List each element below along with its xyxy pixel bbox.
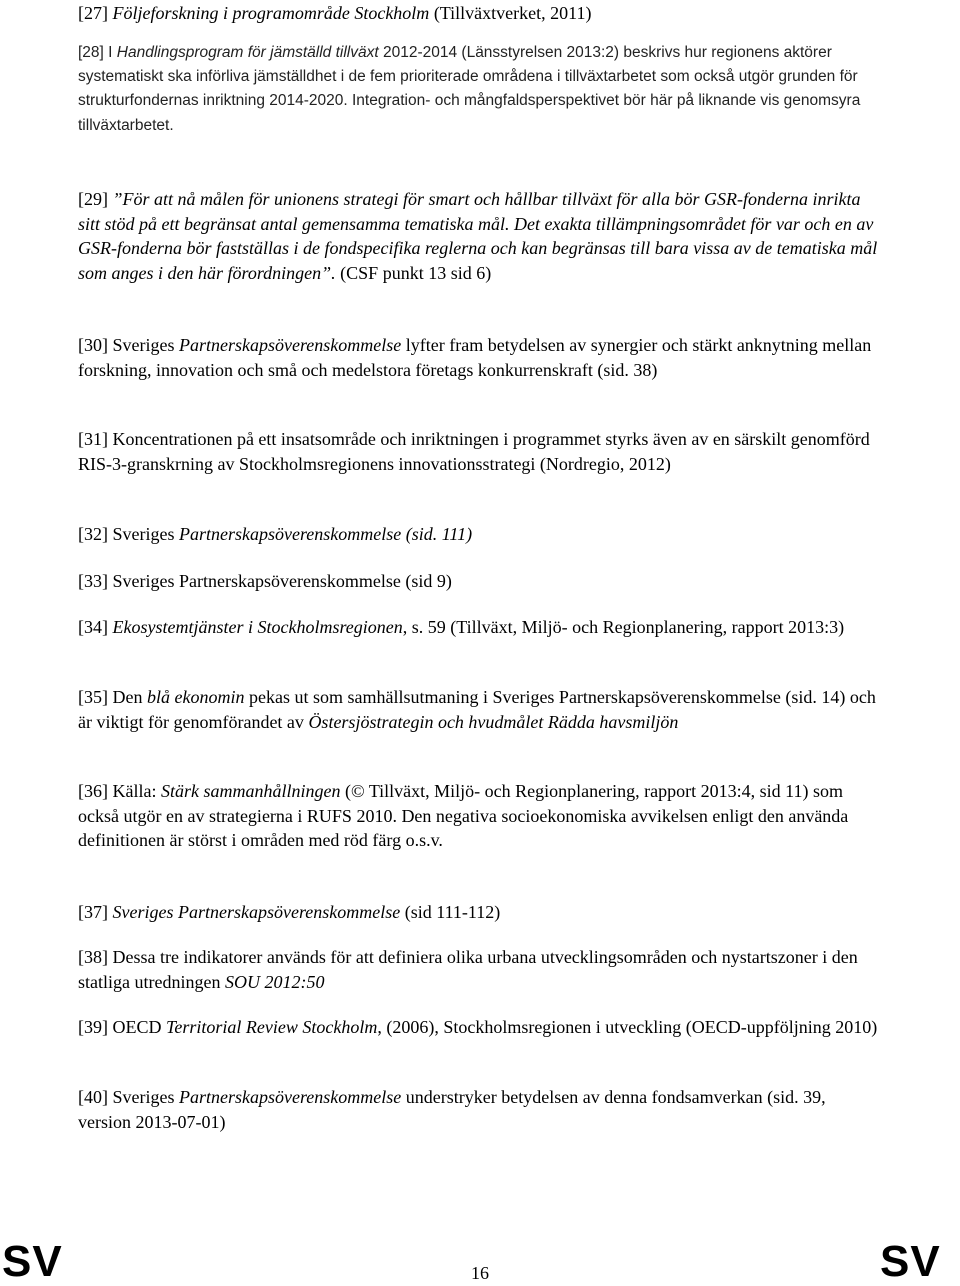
reference-text-run: (© Tillväxt, Miljö- och Regionplanering, rapport 2013:4, sid 11) som också utgör en av strategierna i RUFS 2010. Den negativa socioekonomiska avvikelsen enligt den använda definitionen är störst i områden med röd färg o.s.v.: [78, 781, 849, 850]
reference-text-run: [33] Sveriges Partnerskapsöverenskommelse (sid 9): [78, 571, 452, 591]
reference-text-run: [31] Koncentrationen på ett insatsområde och inriktningen i programmet styrks även av en särskilt genomförd RIS-3-granskrning av Stockholmsregionens innovationsstrategi (Nordregio, 2012): [78, 429, 870, 474]
reference-39: [78, 1015, 878, 1040]
reference-text-run: , (2006), Stockholmsregionen i utveckling (OECD-uppföljning 2010): [377, 1017, 878, 1037]
language-marker-left: SV: [2, 1237, 63, 1286]
reference-text-run: [34]: [78, 617, 113, 637]
reference-text-run: [29]: [78, 189, 113, 209]
reference-text-run: [32] Sveriges: [78, 524, 179, 544]
reference-text-run: [38] Dessa tre indikatorer används för att definiera olika urbana utvecklingsområden och nystartszoner i den statliga utredningen: [78, 947, 858, 992]
reference-text-run: Stärk sammanhållningen: [160, 781, 341, 801]
reference-text-run: [40] Sveriges: [78, 1087, 179, 1107]
reference-40: [78, 1085, 878, 1134]
reference-text-run: [28] I: [78, 44, 117, 61]
reference-text-run: lyfter fram betydelsen av synergier och stärkt anknytning mellan forskning, innovation och små och medelstora företags konkurrenskraft (sid. 38): [78, 335, 872, 380]
reference-text-run: Partnerskapsöverenskommelse: [178, 335, 402, 355]
reference-29: [78, 187, 878, 285]
reference-text-run: pekas ut som samhällsutmaning i Sveriges Partnerskapsöverenskommelse (sid. 14) och är viktigt för genomförandet av: [78, 687, 876, 732]
page-number: 16: [471, 1263, 489, 1283]
reference-35: [78, 685, 878, 734]
reference-text-run: (CSF punkt 13 sid 6): [335, 262, 492, 283]
reference-text-run: 2012-2014 (Länsstyrelsen 2013:2) beskrivs hur regionens aktörer systematiskt ska införliva jämställdhet i de fem prioriterade områdena i tillväxtarbetet som också utgör grunden för strukturfondernas inriktning 2014-2020. Integration- och mångfaldsperspektivet bör här på liknande vis genomsyra tillväxtarbetet.: [78, 44, 861, 134]
reference-31: [78, 427, 878, 476]
reference-text-run: [27]: [78, 3, 113, 23]
language-marker-right: SV: [880, 1237, 941, 1286]
reference-30: [78, 333, 878, 382]
reference-38: [78, 945, 878, 994]
reference-text-run: Partnerskapsöverenskommelse: [178, 1087, 402, 1107]
reference-32: [78, 522, 878, 547]
reference-33: [78, 569, 878, 594]
reference-34: [78, 615, 878, 640]
reference-27: [78, 1, 878, 26]
reference-text-run: blå ekonomin: [146, 687, 245, 707]
reference-text-run: Följeforskning i programområde Stockholm: [112, 3, 430, 23]
reference-text-run: (sid 111-112): [400, 902, 501, 922]
reference-text-run: ”För att nå målen för unionens strategi för smart och hållbar tillväxt för alla bör GSR-fonderna inrikta sitt stöd på ett begränsat antal gemensamma tematiska mål. Det exakta tillämpningsområdet för var och en av GSR-fonderna bör fastställas i de fondspecifika reglerna och kan begränsas till bara vissa av de tematiska mål som anges i den här förordningen”.: [78, 189, 878, 283]
reference-text-run: Sveriges Partnerskapsöverenskommelse: [112, 902, 401, 922]
reference-text-run: [37]: [78, 902, 113, 922]
reference-text-run: , s. 59 (Tillväxt, Miljö- och Regionplanering, rapport 2013:3): [402, 617, 845, 637]
reference-text-run: [35] Den: [78, 687, 147, 707]
reference-text-run: Östersjöstrategin och hvudmålet Rädda havsmiljön: [308, 711, 679, 732]
reference-text-run: [36] Källa:: [78, 781, 161, 801]
reference-text-run: (Tillväxtverket, 2011): [429, 3, 592, 23]
reference-text-run: understryker betydelsen av denna fondsamverkan (sid. 39, version 2013-07-01): [78, 1087, 826, 1132]
reference-37: [78, 900, 878, 925]
reference-text-run: Partnerskapsöverenskommelse (sid. 111): [178, 524, 473, 544]
reference-text-run: Handlingsprogram för jämställd tillväxt: [116, 44, 379, 61]
reference-text-run: Ekosystemtjänster i Stockholmsregionen: [112, 617, 403, 637]
reference-text-run: [39] OECD: [78, 1017, 166, 1037]
reference-text-run: SOU 2012:50: [224, 971, 325, 992]
reference-28: [78, 41, 878, 138]
reference-36: [78, 779, 878, 853]
reference-text-run: Territorial Review Stockholm: [166, 1017, 378, 1037]
reference-text-run: [30] Sveriges: [78, 335, 179, 355]
